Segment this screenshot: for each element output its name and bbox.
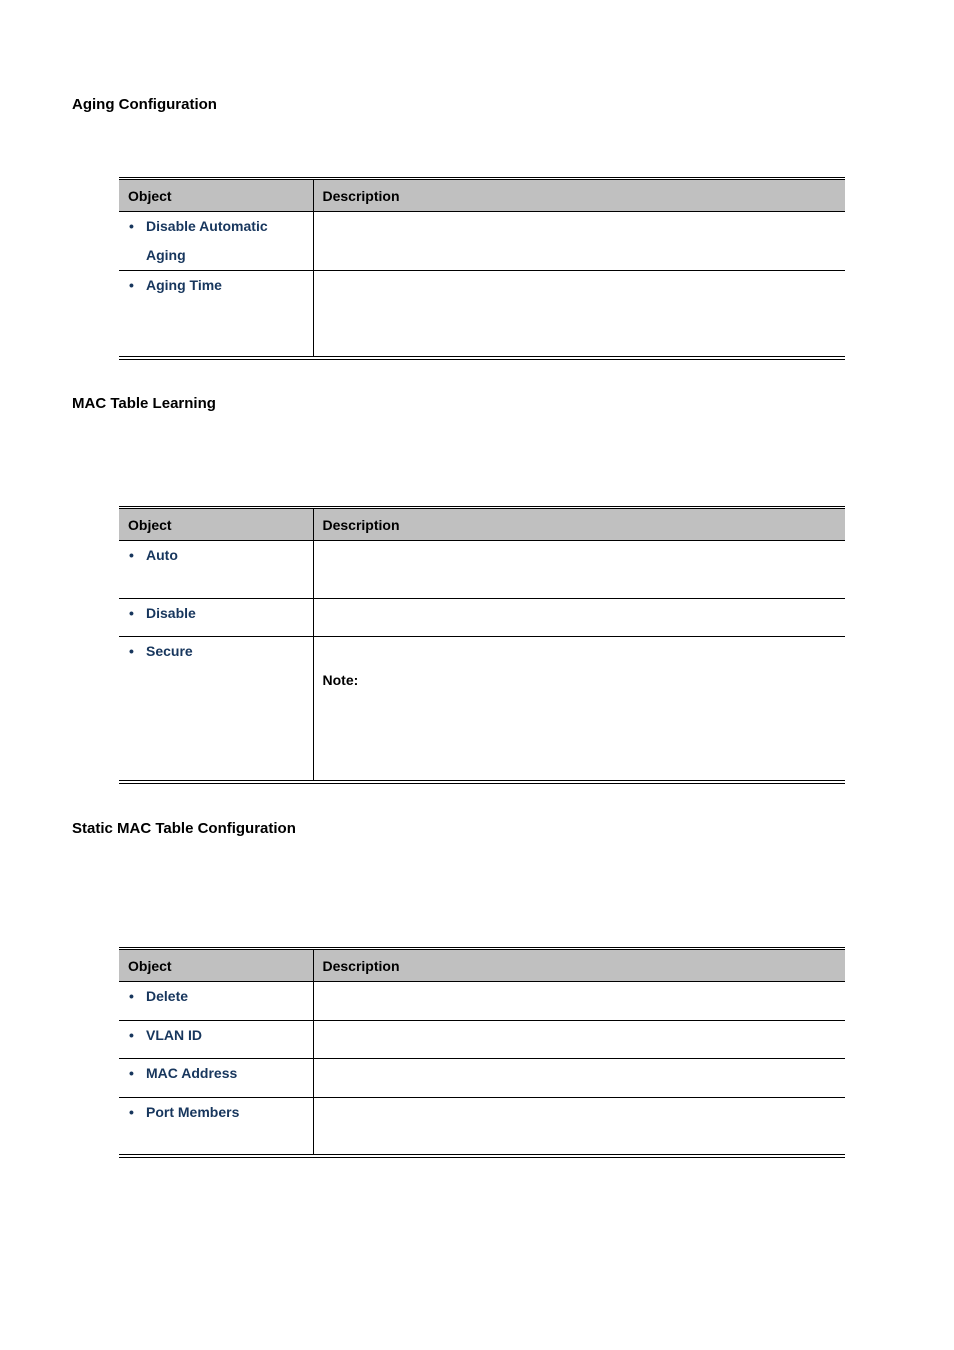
object-item [119,599,313,628]
note-label: Note: [322,672,359,688]
object-cell [119,541,313,599]
description-cell [313,1021,845,1059]
bullet-icon: • [129,1065,134,1081]
bullet-icon: • [129,605,134,621]
description-cell [313,541,845,599]
object-item [119,1059,313,1088]
table-row [119,212,845,271]
table-row [119,541,845,599]
description-cell [313,982,845,1021]
object-label: Delete [146,988,189,1004]
object-label: Port Members [146,1104,240,1120]
bullet-icon: • [129,1027,134,1043]
table-row [119,1098,845,1156]
object-cell [119,1059,313,1098]
object-cell [119,982,313,1021]
description-cell [313,1059,845,1098]
aging-configuration-table [119,177,845,360]
mac-table-learning-table [119,506,845,784]
description-cell [313,212,845,271]
object-item [119,1098,313,1127]
header-description: Description [313,508,845,541]
object-item [119,541,313,570]
bullet-icon: • [129,547,134,563]
object-item [119,271,313,300]
table-row [119,982,845,1021]
object-cell [119,1098,313,1156]
static-mac-table-configuration-table [119,947,845,1158]
object-item [119,637,313,666]
header-object: Object [119,949,313,982]
object-label: Auto [146,547,178,563]
table-row [119,1059,845,1098]
object-label: Disable Automatic Aging [146,218,268,263]
object-label: MAC Address [146,1065,238,1081]
description-text [314,666,846,695]
object-cell [119,599,313,637]
section-title-mac-table-learning: MAC Table Learning [72,395,216,412]
description-cell [313,599,845,637]
object-label: Secure [146,643,193,659]
header-object: Object [119,508,313,541]
description-cell [313,637,845,782]
object-cell [119,637,313,782]
description-cell [313,271,845,358]
object-cell [119,271,313,358]
header-object: Object [119,179,313,212]
object-label: Disable [146,605,196,621]
object-cell [119,212,313,271]
bullet-icon: • [129,277,134,293]
section-title-static-mac-table-configuration: Static MAC Table Configuration [72,820,296,837]
bullet-icon: • [129,218,134,234]
object-label: Aging Time [146,277,222,293]
table-header-row [119,949,845,982]
bullet-icon: • [129,643,134,659]
table-row [119,271,845,358]
object-label: VLAN ID [146,1027,202,1043]
description-cell [313,1098,845,1156]
bullet-icon: • [129,988,134,1004]
object-item [119,982,313,1011]
table-row [119,1021,845,1059]
section-title-aging-configuration: Aging Configuration [72,96,217,113]
object-item [119,1021,313,1050]
table-row [119,637,845,782]
header-description: Description [313,179,845,212]
table-row [119,599,845,637]
table-header-row [119,179,845,212]
header-description: Description [313,949,845,982]
bullet-icon: • [129,1104,134,1120]
object-cell [119,1021,313,1059]
table-header-row [119,508,845,541]
object-item [119,212,313,270]
